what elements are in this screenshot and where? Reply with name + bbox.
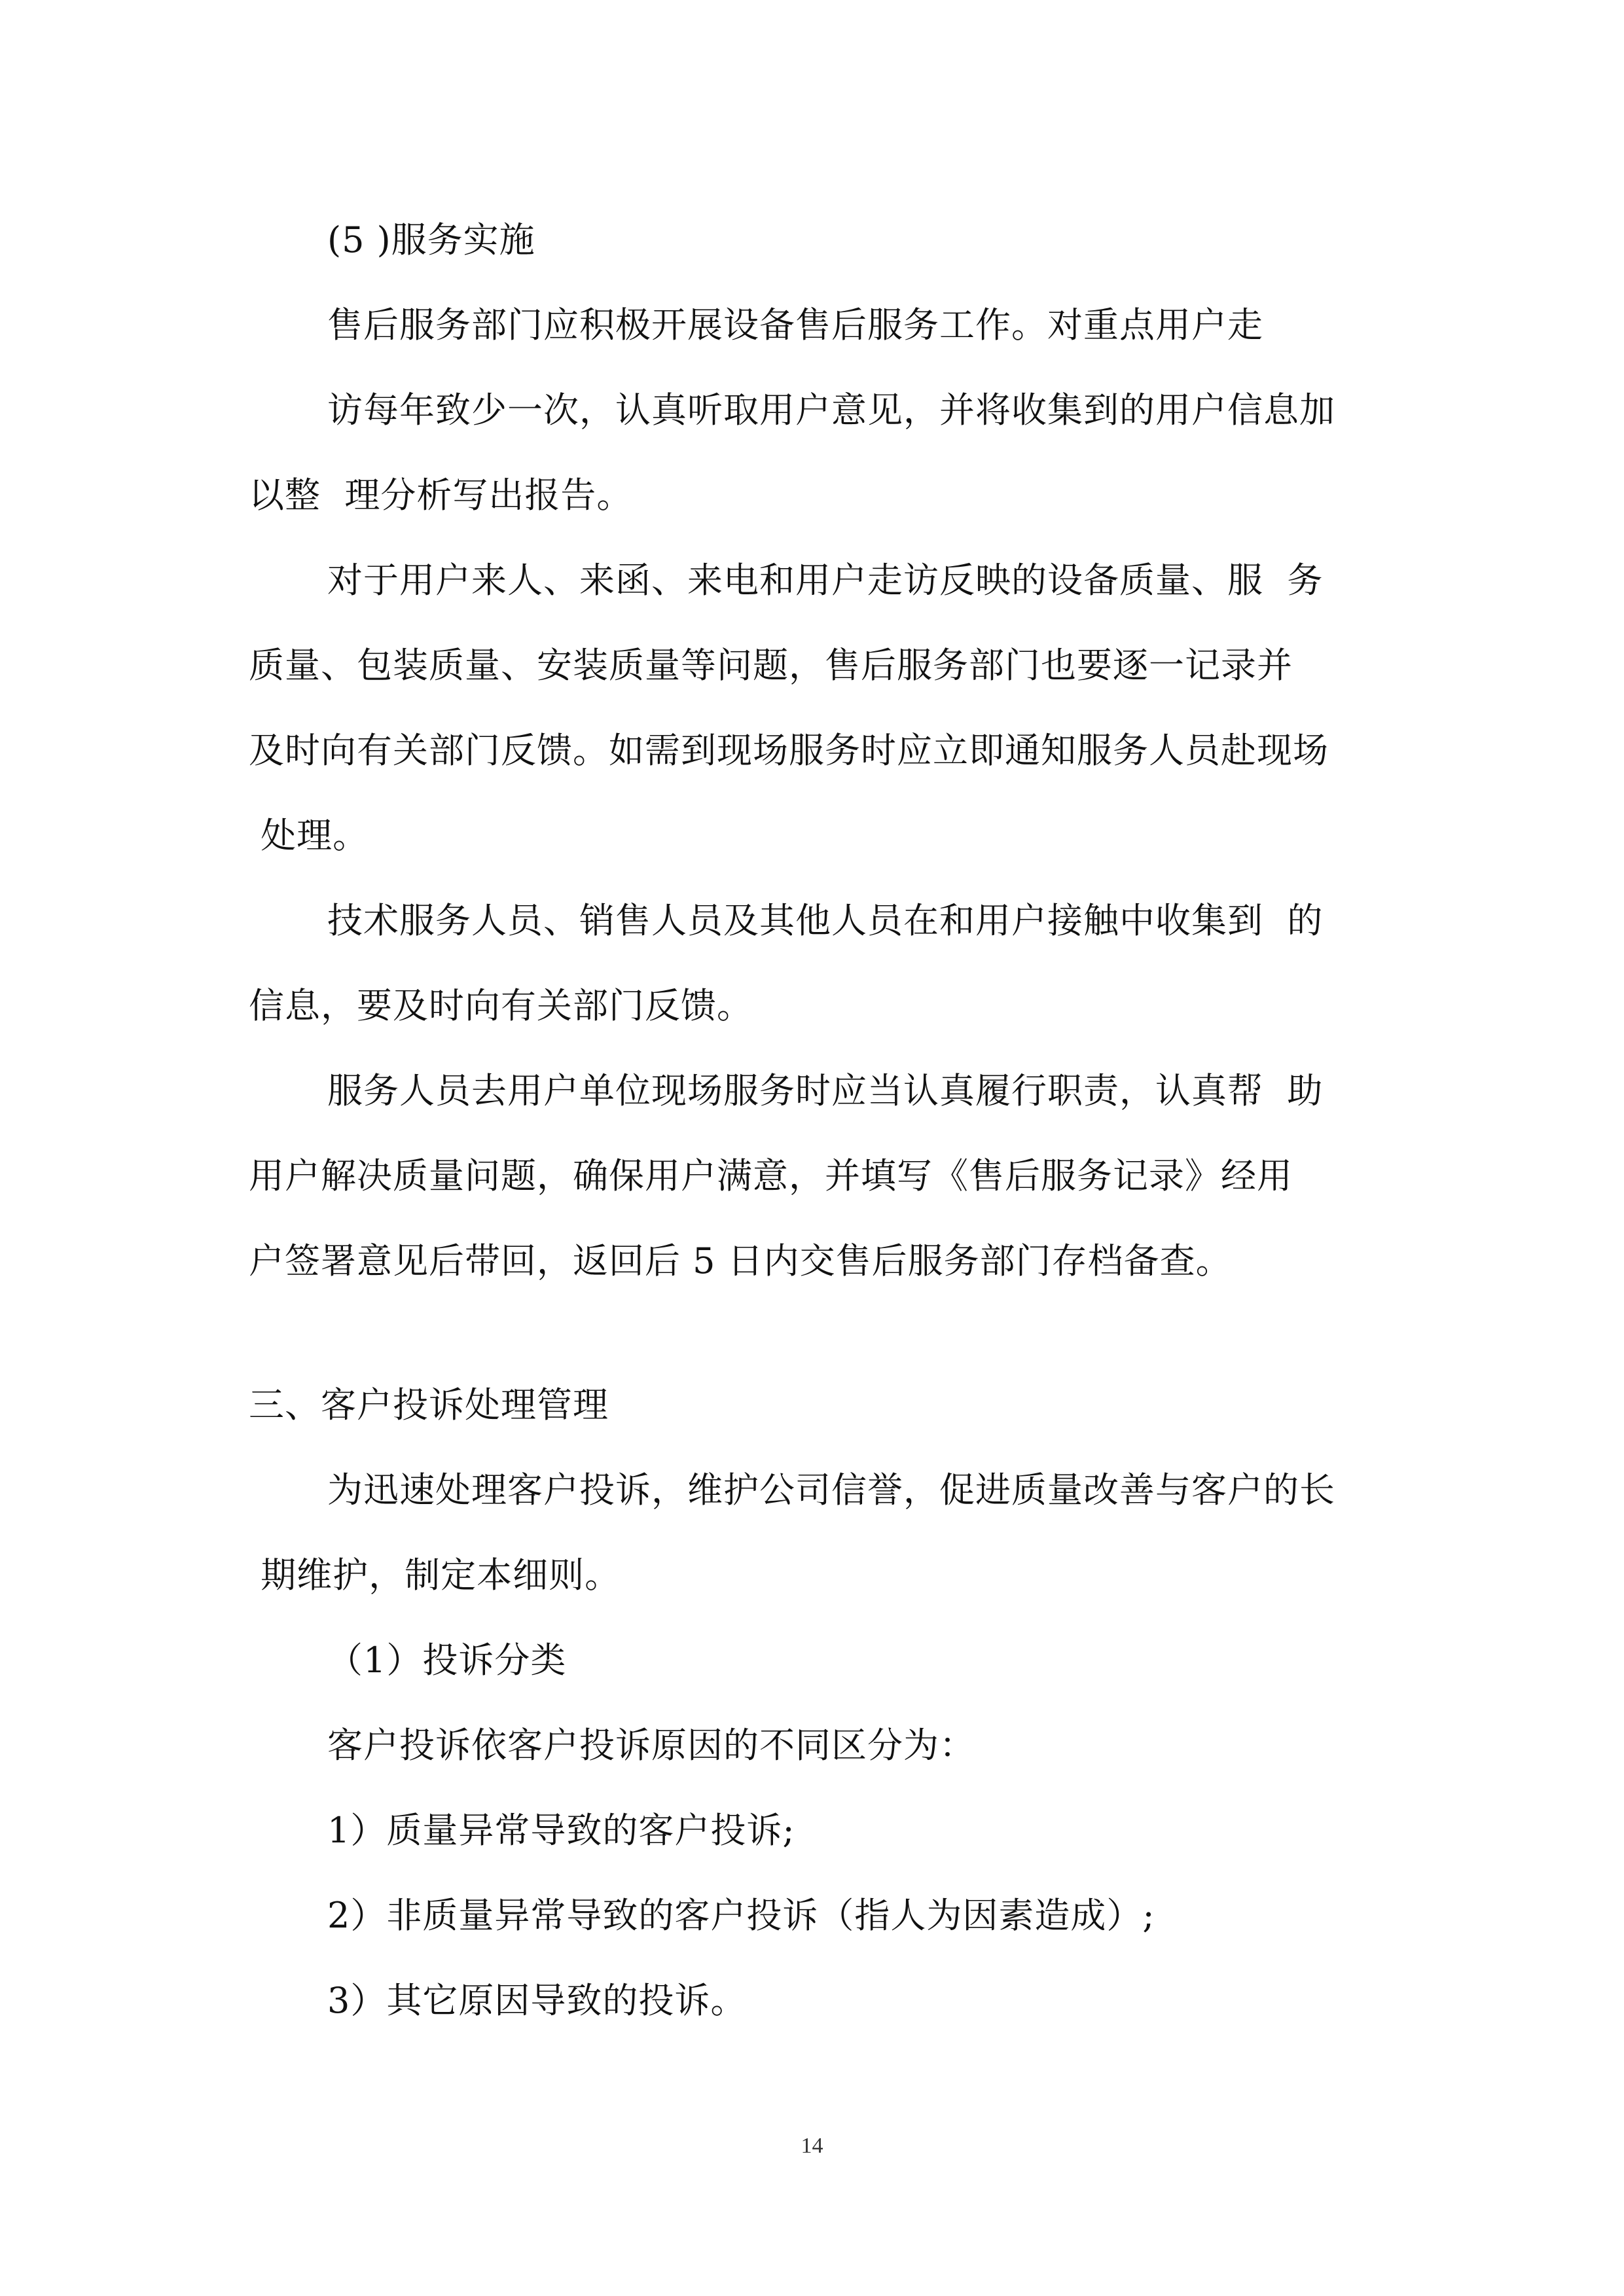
list-item: 2）非质量异常导致的客户投诉（指人为因素造成）;	[327, 1895, 1155, 1936]
paragraph-line: 信息，要及时向有关部门反馈。	[249, 985, 753, 1026]
section-heading-complaint-management: 三、客户投诉处理管理	[249, 1384, 609, 1426]
paragraph-line: 及时向有关部门反馈。如需到现场服务时应立即通知服务人员赴现场	[249, 730, 1329, 771]
section-heading-service-implementation: (5 )服务实施	[327, 219, 535, 260]
paragraph-line: 质量、包装质量、安装质量等问题，售后服务部门也要逐一记录并	[249, 645, 1293, 686]
paragraph-line: 技术服务人员、销售人员及其他人员在和用户接触中收集到 的	[327, 900, 1324, 941]
page-number: 14	[801, 2134, 823, 2158]
paragraph-line: 服务人员去用户单位现场服务时应当认真履行职责，认真帮 助	[327, 1070, 1324, 1111]
list-item: 1）质量异常导致的客户投诉;	[327, 1810, 795, 1851]
paragraph-line: 客户投诉依客户投诉原因的不同区分为：	[327, 1725, 975, 1766]
paragraph-line: 以整 理分析写出报告。	[249, 475, 633, 516]
paragraph-line: 期维护，制定本细则。	[249, 1554, 621, 1596]
subsection-heading-complaint-classification: （1）投诉分类	[327, 1640, 567, 1681]
paragraph-line: 售后服务部门应积极开展设备售后服务工作。对重点用户走	[327, 304, 1263, 346]
paragraph-line: 处理。	[249, 815, 369, 856]
paragraph-line: 访每年致少一次，认真听取用户意见，并将收集到的用户信息加	[327, 389, 1335, 431]
list-item: 3）其它原因导致的投诉。	[327, 1980, 747, 2021]
paragraph-line: 用户解决质量问题，确保用户满意，并填写《售后服务记录》经用	[249, 1155, 1293, 1196]
paragraph-line: 户签署意见后带回，返回后 5 日内交售后服务部门存档备查。	[249, 1240, 1232, 1282]
paragraph-line: 对于用户来人、来函、来电和用户走访反映的设备质量、服 务	[327, 560, 1324, 601]
paragraph-line: 为迅速处理客户投诉，维护公司信誉，促进质量改善与客户的长	[327, 1469, 1335, 1511]
